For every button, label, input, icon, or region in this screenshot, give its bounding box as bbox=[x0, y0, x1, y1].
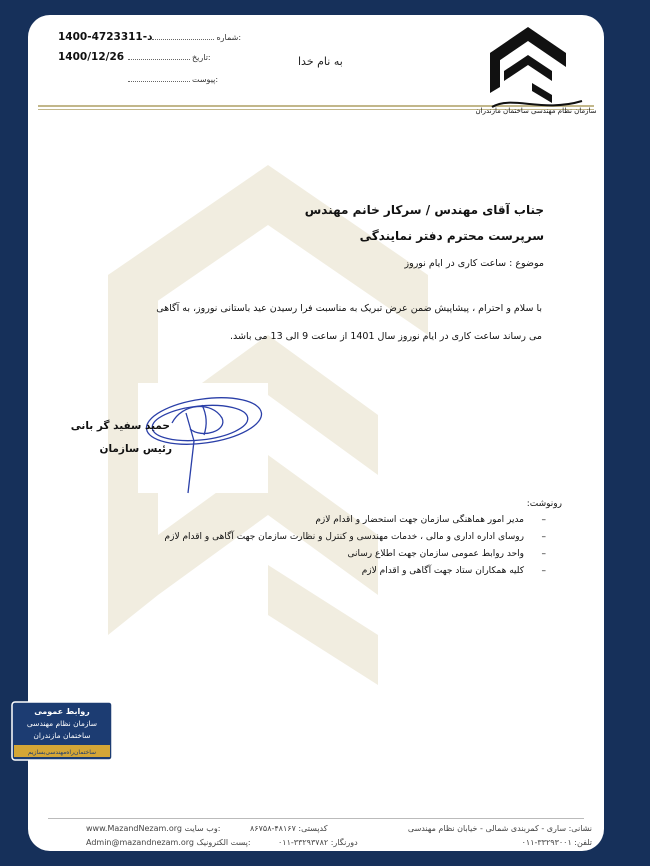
cc-title: رونوشت: bbox=[526, 499, 562, 509]
letter-date: 1400/12/26 bbox=[58, 51, 125, 63]
cc-item: –مدیر امور هماهنگی سازمان جهت استحضار و اقدام لازم bbox=[315, 515, 546, 525]
signer-name: حمید سفید گر بانی bbox=[70, 420, 170, 432]
body-paragraph-line-2: می رساند ساعت کاری در ایام نوروز سال 1401 از ساعت 9 الی 13 می باشد. bbox=[229, 331, 542, 342]
svg-text:روابط عمومی: روابط عمومی bbox=[34, 707, 90, 716]
footer-phone: تلفن: ۳۳۲۹۳۰۰۱-۰۱۱ bbox=[521, 838, 592, 847]
public-relations-badge bbox=[12, 702, 112, 760]
svg-text:ساختمان‌راه‌مهندسی‌بسازیم: ساختمان‌راه‌مهندسی‌بسازیم bbox=[27, 749, 97, 756]
salutation: جناب آقای مهندس / سرکار خانم مهندس bbox=[304, 203, 544, 217]
cc-list bbox=[165, 515, 546, 583]
attachment-label: پیوست: bbox=[192, 75, 219, 84]
footer-website[interactable]: www.MazandNezam.org وب سایت: bbox=[86, 824, 221, 833]
letter-date-label: تاریخ: bbox=[192, 53, 211, 62]
footer-postal: کدپستی: ۴۸۱۶۷-۸۶۷۵۸ bbox=[250, 824, 328, 833]
letter-page bbox=[28, 15, 604, 851]
attachment-row bbox=[58, 73, 218, 85]
cc-item: –روسای اداره اداری و مالی ، خدمات مهندسی و کنترل و نظارت سازمان جهت آگاهی و اقدام لازم bbox=[164, 532, 546, 542]
footer-email[interactable]: Admin@mazandnezam.org پست الکترونیک: bbox=[86, 838, 251, 847]
svg-text:سازمان نظام مهندسی ساختمان ماز: سازمان نظام مهندسی ساختمان مازندران bbox=[475, 107, 597, 115]
handwritten-signature bbox=[142, 383, 272, 495]
cc-item: –کلیه همکاران ستاد جهت آگاهی و اقدام لازم bbox=[361, 566, 546, 576]
signer-title: رئیس سازمان bbox=[99, 443, 172, 455]
svg-text:ساختمان مازندران: ساختمان مازندران bbox=[33, 731, 91, 740]
svg-text:سازمان نظام مهندسی: سازمان نظام مهندسی bbox=[26, 719, 98, 728]
letter-number: 1400-47د-23311 bbox=[58, 31, 153, 43]
cc-item: –واحد روابط عمومی سازمان جهت اطلاع رسانی bbox=[347, 549, 546, 559]
body-paragraph-line-1: با سلام و احترام ، پیشاپیش ضمن عرض تبریک به مناسبت فرا رسیدن عید باستانی نوروز، به آگاهی bbox=[156, 303, 542, 314]
recipient-position: سرپرست محترم دفتر نمایندگی bbox=[359, 229, 544, 243]
footer-address: نشانی: ساری - کمربندی شمالی - خیابان نظام مهندسی bbox=[407, 824, 592, 833]
footer-fax: دورنگار: ۳۳۲۹۳۷۸۲-۰۱۱ bbox=[278, 838, 358, 847]
letter-number-label: شماره: bbox=[216, 33, 242, 42]
letter-number-row bbox=[58, 31, 241, 43]
organization-logo bbox=[475, 23, 597, 115]
footer-rule bbox=[48, 818, 584, 819]
letter-date-row bbox=[58, 51, 211, 63]
subject-line: موضوع : ساعت کاری در ایام نوروز bbox=[404, 258, 544, 269]
bismillah-heading: به نام خدا bbox=[298, 55, 343, 68]
